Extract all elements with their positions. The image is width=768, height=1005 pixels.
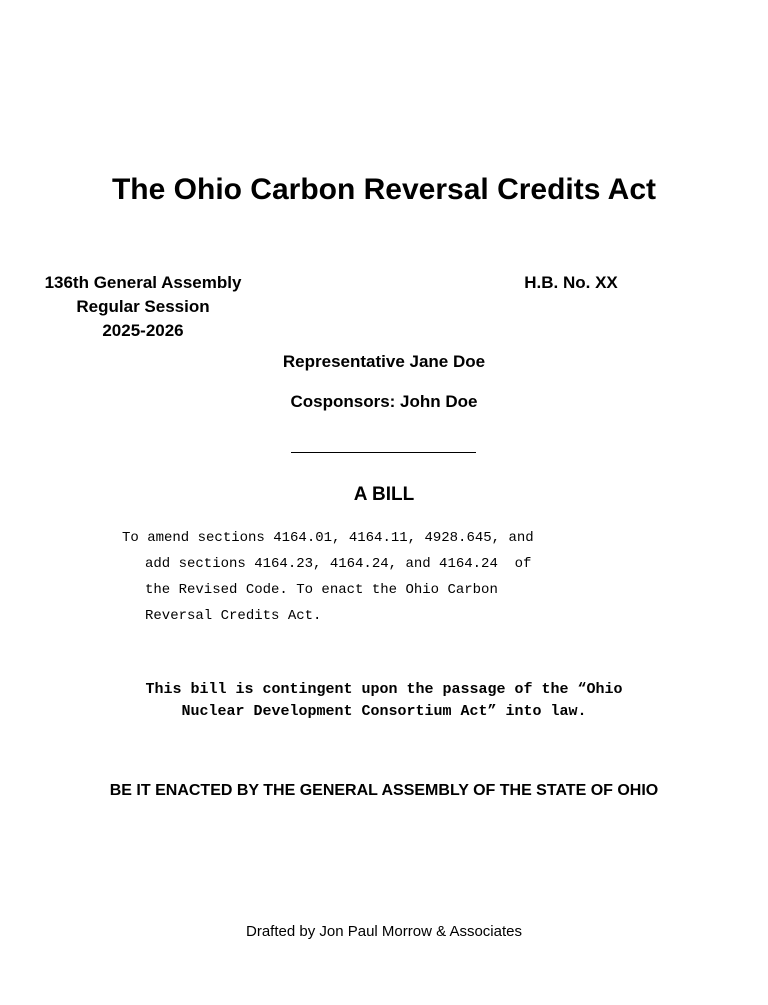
long-title: [122, 525, 592, 629]
session-years: 2025-2026: [102, 321, 184, 340]
cosponsors: Cosponsors: John Doe: [290, 392, 478, 411]
sponsor: Representative Jane Doe: [282, 352, 486, 371]
long-title-line: add sections 4164.23, 4164.24, and 4164.24 of: [145, 556, 532, 572]
general-assembly: 136th General Assembly: [44, 273, 242, 292]
bill-title: The Ohio Carbon Reversal Credits Act: [111, 173, 656, 206]
session-type: Regular Session: [76, 297, 210, 316]
contingency-notice: [84, 679, 684, 723]
contingency-line: Nuclear Development Consortium Act” into law.: [181, 703, 587, 720]
contingency-line: This bill is contingent upon the passage of the “Ohio: [145, 681, 623, 698]
long-title-line: Reversal Credits Act.: [145, 608, 322, 624]
long-title-line: To amend sections 4164.01, 4164.11, 4928.645, and: [122, 530, 534, 546]
drafted-by-footer: Drafted by Jon Paul Morrow & Associates: [246, 923, 522, 940]
session-info: [40, 271, 246, 343]
bill-heading: A BILL: [353, 484, 415, 505]
long-title-line: the Revised Code. To enact the Ohio Carbon: [145, 582, 498, 598]
divider-line: [291, 452, 476, 453]
enacting-clause: BE IT ENACTED BY THE GENERAL ASSEMBLY OF THE STATE OF OHIO: [109, 782, 659, 799]
bill-number: H.B. No. XX: [524, 273, 618, 292]
